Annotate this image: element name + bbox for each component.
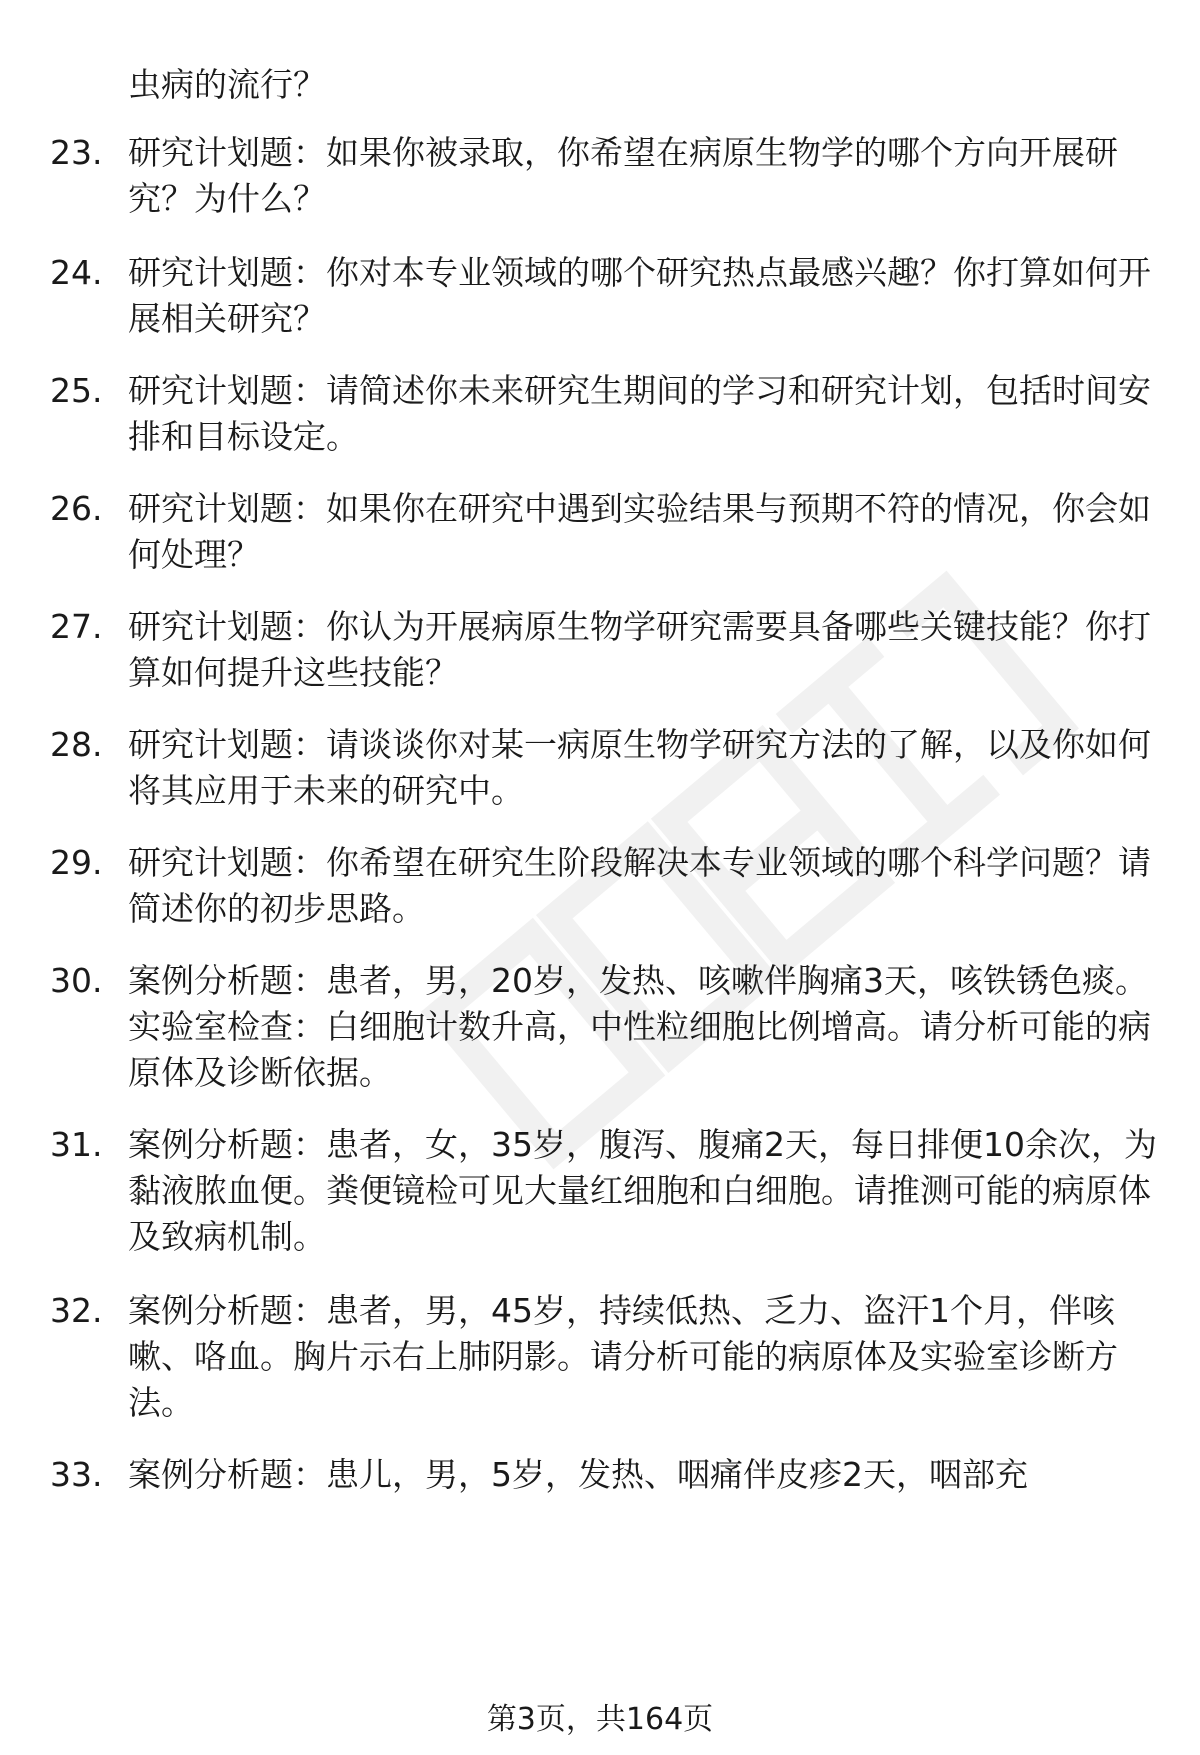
question-number: 23.	[50, 133, 103, 172]
question-number: 33.	[50, 1455, 103, 1494]
list-item	[50, 130, 1170, 222]
question-text: 研究计划题：请谈谈你对某一病原生物学研究方法的了解，以及你如何将其应用于未来的研究中。	[128, 725, 1151, 810]
question-number: 25.	[50, 371, 103, 410]
list-item	[50, 1122, 1170, 1260]
list-item	[50, 722, 1170, 814]
question-number: 27.	[50, 607, 103, 646]
page-footer: 第3页，共164页	[486, 1702, 714, 1737]
question-number: 30.	[50, 961, 103, 1000]
question-text: 案例分析题：患儿，男，5岁，发热、咽痛伴皮疹2天，咽部充	[128, 1455, 1028, 1494]
question-text: 研究计划题：你对本专业领域的哪个研究热点最感兴趣？你打算如何开展相关研究？	[128, 253, 1151, 338]
question-number: 24.	[50, 253, 103, 292]
question-text: 案例分析题：患者，男，45岁，持续低热、乏力、盗汗1个月，伴咳嗽、咯血。胸片示右上肺阴影。请分析可能的病原体及实验室诊断方法。	[128, 1291, 1118, 1422]
list-item	[50, 486, 1170, 578]
question-number: 32.	[50, 1291, 103, 1330]
list-item	[50, 1288, 1170, 1426]
question-text: 研究计划题：请简述你未来研究生期间的学习和研究计划，包括时间安排和目标设定。	[128, 371, 1151, 456]
list-item	[50, 840, 1170, 932]
question-text: 研究计划题：如果你被录取，你希望在病原生物学的哪个方向开展研究？为什么？	[128, 133, 1118, 218]
continued-question-text: 虫病的流行？	[128, 65, 326, 104]
question-text: 案例分析题：患者，女，35岁，腹泻、腹痛2天，每日排便10余次，为黏液脓血便。粪便镜检可见大量红细胞和白细胞。请推测可能的病原体及致病机制。	[128, 1125, 1157, 1256]
question-number: 28.	[50, 725, 103, 764]
list-item	[50, 250, 1170, 342]
question-number: 29.	[50, 843, 103, 882]
list-item	[50, 604, 1170, 696]
question-text: 研究计划题：如果你在研究中遇到实验结果与预期不符的情况，你会如何处理？	[128, 489, 1151, 574]
question-text: 案例分析题：患者，男，20岁，发热、咳嗽伴胸痛3天，咳铁锈色痰。实验室检查：白细胞计数升高，中性粒细胞比例增高。请分析可能的病原体及诊断依据。	[128, 961, 1151, 1092]
list-item	[50, 1452, 1170, 1498]
question-text: 研究计划题：你希望在研究生阶段解决本专业领域的哪个科学问题？请简述你的初步思路。	[128, 843, 1151, 928]
list-item	[50, 368, 1170, 460]
question-number: 26.	[50, 489, 103, 528]
question-number: 31.	[50, 1125, 103, 1164]
list-item	[50, 958, 1170, 1096]
question-text: 研究计划题：你认为开展病原生物学研究需要具备哪些关键技能？你打算如何提升这些技能？	[128, 607, 1151, 692]
